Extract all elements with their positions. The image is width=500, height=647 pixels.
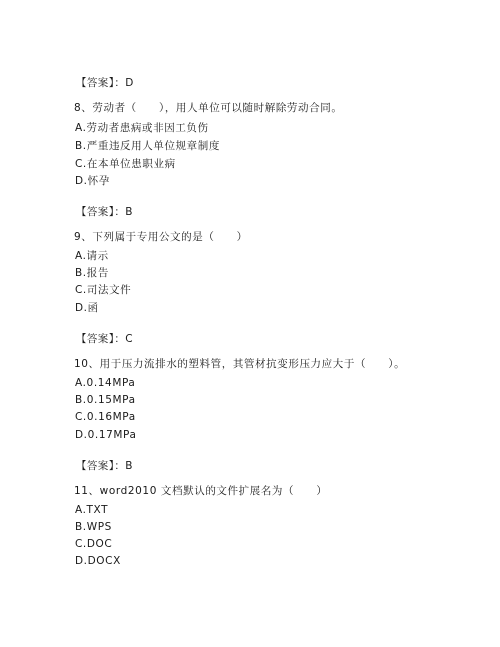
option-line: C.DOC <box>75 538 113 550</box>
answer-line: 【答案】：B <box>76 206 133 218</box>
option-line: D.怀孕 <box>75 175 110 187</box>
option-line: D.函 <box>75 302 99 314</box>
question-text: 9、下列属于专用公文的是（ ） <box>74 231 248 243</box>
option-line: B.严重违反用人单位规章制度 <box>75 140 220 152</box>
option-line: A.0.14MPa <box>75 377 136 389</box>
option-line: A.请示 <box>75 250 109 262</box>
option-line: D.DOCX <box>75 555 121 567</box>
option-line: C.0.16MPa <box>75 411 136 423</box>
option-line: C.在本单位患职业病 <box>75 158 176 170</box>
option-line: B.0.15MPa <box>75 394 136 406</box>
option-line: C.司法文件 <box>75 284 132 296</box>
question-text: 8、劳动者（ ），用人单位可以随时解除劳动合同。 <box>74 102 343 114</box>
option-line: A.劳动者患病或非因工负伤 <box>75 122 209 134</box>
answer-line: 【答案】：C <box>76 333 133 345</box>
answer-line: 【答案】：D <box>76 77 134 89</box>
option-line: B.WPS <box>75 521 112 533</box>
option-line: A.TXT <box>75 504 109 516</box>
option-line: B.报告 <box>75 267 109 279</box>
question-text: 10、用于压力流排水的塑料管，其管材抗变形压力应大于（ ）。 <box>74 358 406 370</box>
answer-line: 【答案】：B <box>76 460 133 472</box>
option-line: D.0.17MPa <box>75 429 137 441</box>
question-text: 11、word2010 文档默认的文件扩展名为（ ） <box>74 485 328 497</box>
